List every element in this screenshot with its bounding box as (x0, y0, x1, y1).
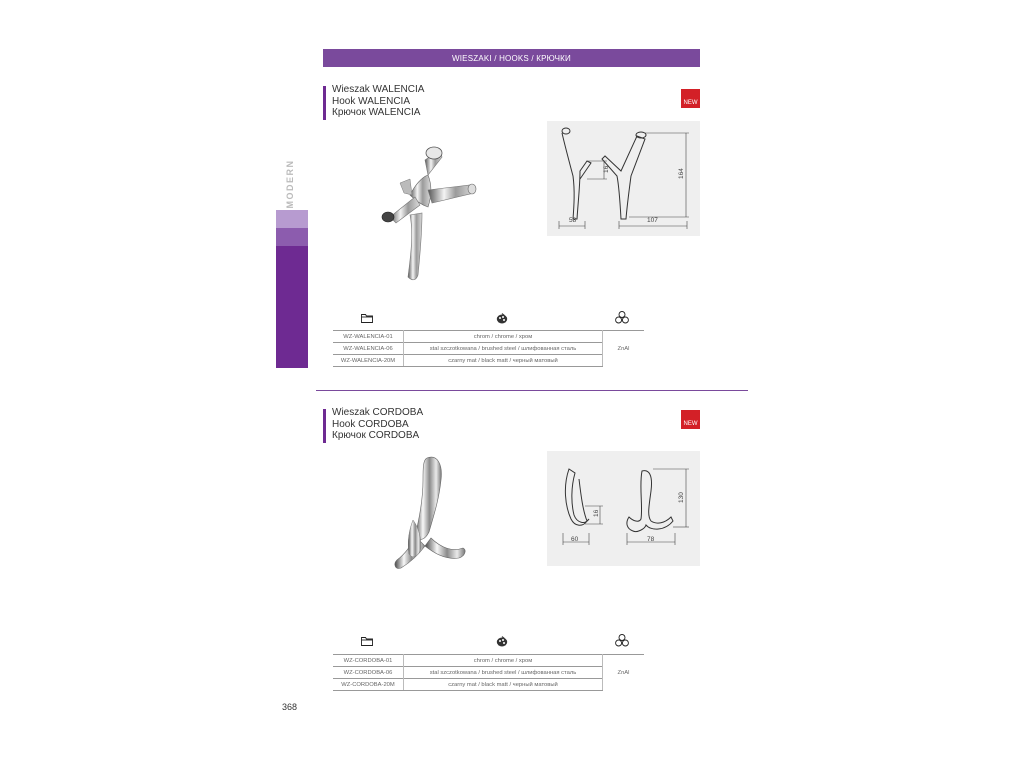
side-tab-light (276, 210, 308, 228)
dim-small: 16 (603, 165, 610, 173)
product-name-en: Hook CORDOBA (332, 418, 409, 430)
side-label: MODERN (285, 159, 295, 209)
finish-description: czarny mat / black matt / черный матовый (404, 355, 603, 367)
dim-width: 78 (647, 536, 655, 543)
material: ZnAl (603, 655, 645, 691)
finish-description: chrom / chrome / хром (404, 331, 603, 343)
title-accent (323, 86, 326, 120)
product-code: WZ-CORDOBA-06 (333, 667, 404, 679)
finish-palette-icon (496, 636, 508, 647)
new-badge (681, 410, 700, 429)
product-code: WZ-WALENCIA-20M (333, 355, 404, 367)
page-number: 368 (282, 702, 298, 712)
product-photo-cordoba (385, 450, 475, 580)
product-title-walencia (323, 84, 424, 119)
table-row (333, 331, 644, 343)
side-tab-dark (276, 246, 308, 368)
dim-width: 107 (647, 217, 658, 224)
dim-depth: 58 (569, 217, 577, 224)
section-title: WIESZAKI / HOOKS / КРЮЧКИ (451, 53, 571, 63)
finish-palette-icon (496, 313, 508, 324)
technical-drawing-cordoba (547, 451, 700, 566)
section-header (323, 49, 700, 67)
new-badge-label: NEW (683, 421, 698, 427)
product-name-ru: Крючок WALENCIA (332, 107, 421, 118)
material-spheres-icon (615, 311, 629, 324)
folder-icon (361, 636, 373, 646)
product-title-cordoba (323, 407, 423, 442)
section-divider (316, 390, 748, 391)
new-badge (681, 89, 700, 108)
product-code: WZ-WALENCIA-06 (333, 343, 404, 355)
spec-table-walencia (333, 330, 644, 367)
dim-depth: 60 (571, 536, 579, 543)
product-name-ru: Крючок CORDOBA (332, 430, 420, 441)
dim-height: 164 (678, 168, 685, 179)
table-row (333, 343, 644, 355)
finish-description: czarny mat / black matt / черный матовый (404, 679, 603, 691)
table-row (333, 679, 644, 691)
side-tab-mid (276, 228, 308, 246)
table-row (333, 655, 644, 667)
product-photo-walencia (370, 135, 485, 285)
dim-small: 16 (593, 509, 600, 517)
technical-drawing-walencia (547, 121, 700, 236)
table-row (333, 355, 644, 367)
product-name-en: Hook WALENCIA (332, 95, 410, 107)
product-code: WZ-CORDOBA-20M (333, 679, 404, 691)
dim-height: 130 (678, 492, 685, 503)
product-name-pl: Wieszak WALENCIA (332, 84, 425, 95)
finish-description: stal szczotkowana / brushed steel / шлифованная сталь (404, 667, 603, 679)
folder-icon (361, 313, 373, 323)
material-spheres-icon (615, 634, 629, 647)
finish-description: stal szczotkowana / brushed steel / шлифованная сталь (404, 343, 603, 355)
material: ZnAl (603, 331, 645, 367)
product-code: WZ-CORDOBA-01 (333, 655, 404, 667)
product-code: WZ-WALENCIA-01 (333, 331, 404, 343)
new-badge-label: NEW (683, 100, 698, 106)
product-name-pl: Wieszak CORDOBA (332, 407, 424, 418)
finish-description: chrom / chrome / хром (404, 655, 603, 667)
table-row (333, 667, 644, 679)
spec-table-cordoba (333, 654, 644, 691)
title-accent (323, 409, 326, 443)
